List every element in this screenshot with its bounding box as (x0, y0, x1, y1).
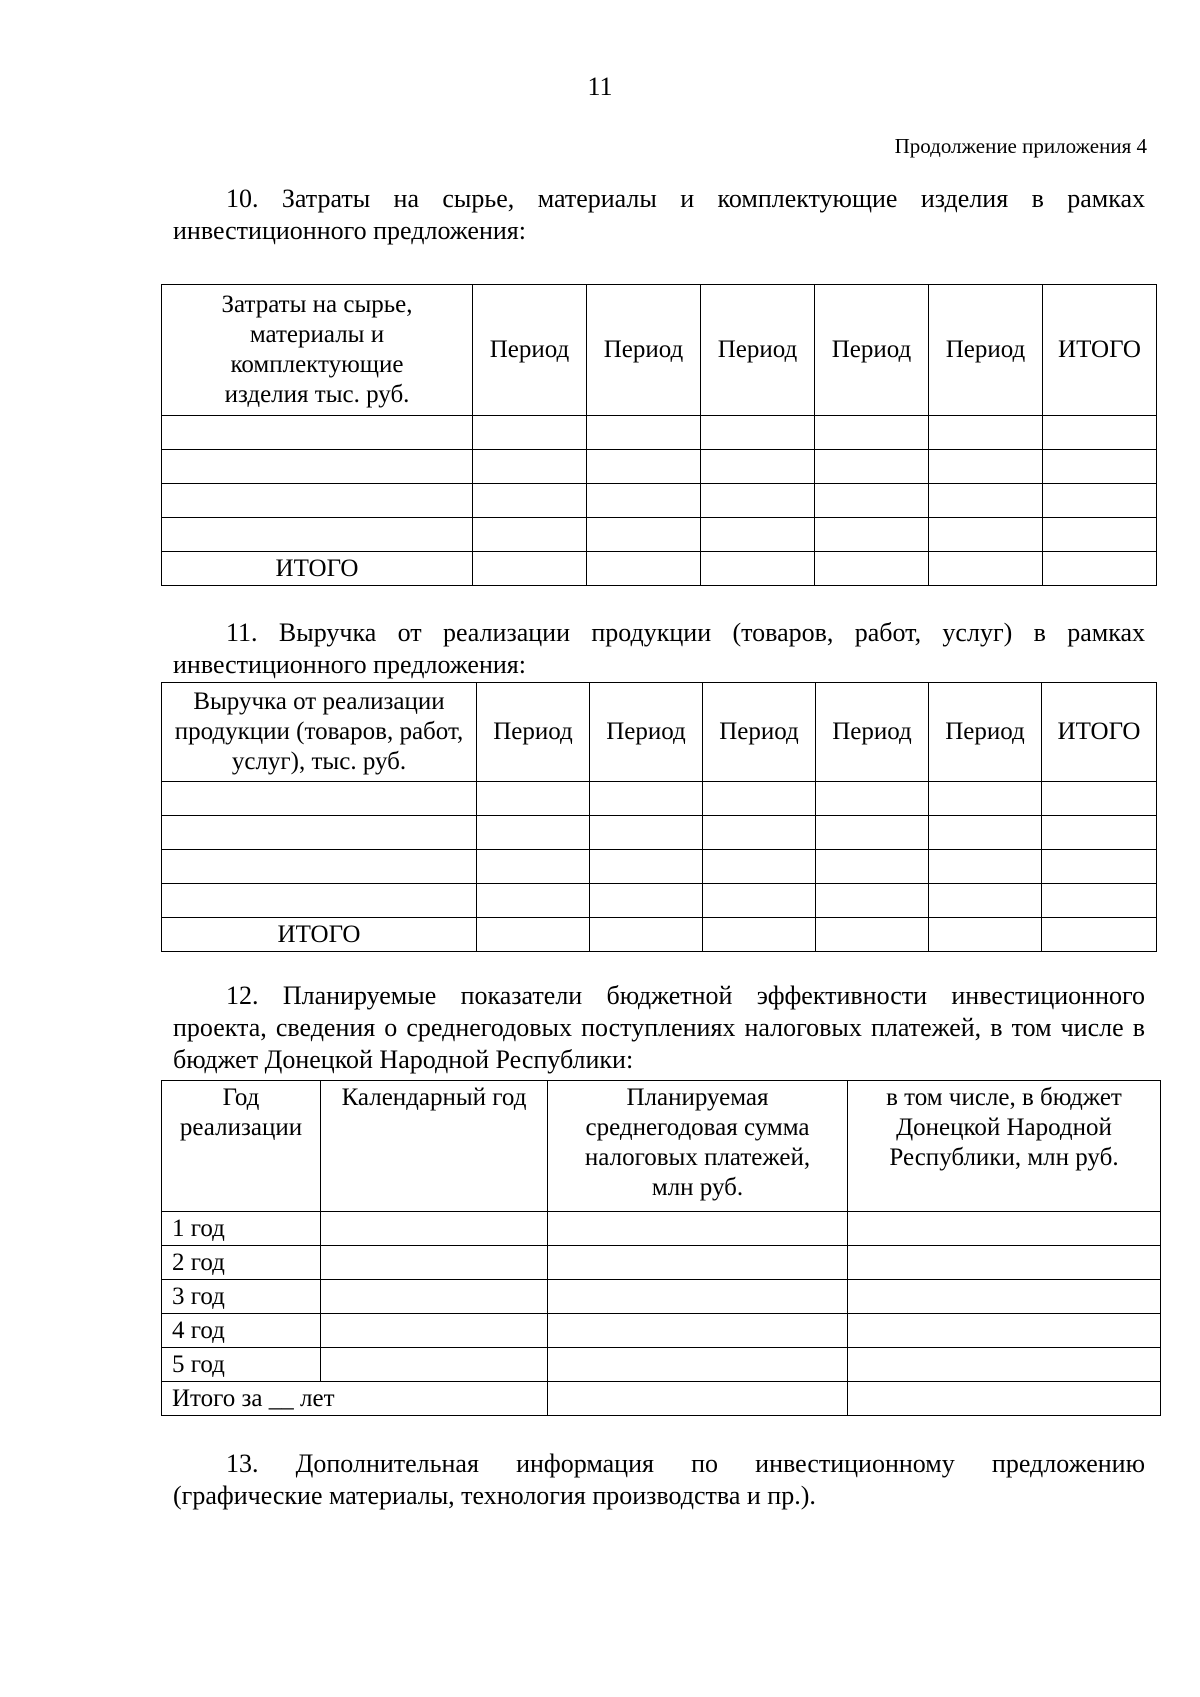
table-cell[interactable] (548, 1314, 848, 1348)
table-cell[interactable] (590, 850, 703, 884)
section-11-number: 11. (226, 618, 258, 647)
revenue-table (161, 682, 1157, 952)
section-12-number: 12. (226, 981, 259, 1010)
table-cell[interactable] (548, 1246, 848, 1280)
budget-efficiency-table (161, 1080, 1161, 1416)
table-cell[interactable] (929, 518, 1043, 552)
table-cell[interactable] (162, 484, 473, 518)
table-cell[interactable] (1042, 816, 1157, 850)
table-row (162, 1314, 1161, 1348)
table-cell[interactable] (848, 1212, 1161, 1246)
revenue-table-total-label: ИТОГО (162, 918, 477, 952)
table-cell[interactable] (587, 484, 701, 518)
table-cell[interactable] (477, 782, 590, 816)
table-cell[interactable] (703, 918, 816, 952)
table-cell[interactable] (816, 816, 929, 850)
table-cell[interactable] (162, 450, 473, 484)
table-cell[interactable] (162, 850, 477, 884)
table-cell[interactable] (929, 416, 1043, 450)
table-cell[interactable] (473, 518, 587, 552)
table-cell[interactable] (815, 518, 929, 552)
table-cell[interactable] (816, 850, 929, 884)
table-cell[interactable] (321, 1246, 548, 1280)
revenue-table-total-header: ИТОГО (1042, 683, 1157, 782)
table-cell[interactable] (548, 1348, 848, 1382)
year-label: 3 год (162, 1280, 321, 1314)
year-label: 4 год (162, 1314, 321, 1348)
table-cell[interactable] (477, 850, 590, 884)
revenue-table-period-header: Период (703, 683, 816, 782)
revenue-table-first-header: Выручка от реализации продукции (товаров, работ, услуг), тыс. руб. (162, 683, 477, 782)
table-cell[interactable] (701, 484, 815, 518)
table-row (162, 1280, 1161, 1314)
section-11-paragraph (173, 617, 1145, 681)
table-cell[interactable] (701, 416, 815, 450)
revenue-table-period-header: Период (929, 683, 1042, 782)
table-cell[interactable] (162, 518, 473, 552)
costs-table-period-header: Период (701, 285, 815, 416)
table-cell[interactable] (162, 884, 477, 918)
revenue-table-period-header: Период (816, 683, 929, 782)
table-cell[interactable] (701, 552, 815, 586)
costs-table-header-row (162, 285, 1157, 416)
table-row (162, 782, 1157, 816)
budget-table-header-planned-sum: Планируемая среднегодовая сумма налоговых платежей, млн руб. (548, 1081, 848, 1212)
table-cell[interactable] (816, 884, 929, 918)
table-row (162, 816, 1157, 850)
table-cell[interactable] (848, 1280, 1161, 1314)
table-cell[interactable] (929, 884, 1042, 918)
table-cell[interactable] (848, 1382, 1161, 1416)
table-row (162, 850, 1157, 884)
table-cell[interactable] (1043, 552, 1157, 586)
costs-table-period-header: Период (473, 285, 587, 416)
table-cell[interactable] (162, 816, 477, 850)
budget-table-total-label: Итого за __ лет (162, 1382, 548, 1416)
page-number: 11 (587, 72, 613, 101)
table-cell[interactable] (848, 1314, 1161, 1348)
table-cell[interactable] (929, 484, 1043, 518)
table-cell[interactable] (1043, 518, 1157, 552)
budget-table-header-year: Год реализации (162, 1081, 321, 1212)
table-cell[interactable] (703, 850, 816, 884)
costs-table-total-header: ИТОГО (1043, 285, 1157, 416)
table-cell[interactable] (1042, 918, 1157, 952)
table-cell[interactable] (703, 816, 816, 850)
section-10-number: 10. (226, 184, 259, 213)
costs-table-first-header: Затраты на сырье, материалы и комплектующие изделия тыс. руб. (162, 285, 473, 416)
costs-table-total-label: ИТОГО (162, 552, 473, 586)
section-12-paragraph (173, 980, 1145, 1076)
budget-table-total-row (162, 1382, 1161, 1416)
table-cell[interactable] (1042, 782, 1157, 816)
costs-table-period-header: Период (587, 285, 701, 416)
table-row (162, 1212, 1161, 1246)
table-cell[interactable] (929, 450, 1043, 484)
table-cell[interactable] (590, 816, 703, 850)
costs-table-period-header: Период (929, 285, 1043, 416)
year-label: 5 год (162, 1348, 321, 1382)
section-13-paragraph (173, 1448, 1145, 1512)
table-cell[interactable] (587, 552, 701, 586)
table-cell[interactable] (473, 416, 587, 450)
table-cell[interactable] (477, 816, 590, 850)
table-cell[interactable] (473, 484, 587, 518)
table-cell[interactable] (473, 450, 587, 484)
table-row (162, 884, 1157, 918)
table-cell[interactable] (701, 450, 815, 484)
budget-table-header-row (162, 1081, 1161, 1212)
costs-table-total-row (162, 552, 1157, 586)
table-cell[interactable] (816, 918, 929, 952)
table-cell[interactable] (815, 484, 929, 518)
table-cell[interactable] (1042, 884, 1157, 918)
revenue-table-period-header: Период (590, 683, 703, 782)
table-row (162, 450, 1157, 484)
table-cell[interactable] (929, 850, 1042, 884)
table-cell[interactable] (477, 884, 590, 918)
section-11-text: Выручка от реализации продукции (товаров, работ, услуг) в рамках инвестиционного предложения: (173, 618, 1146, 679)
section-13-text: Дополнительная информация по инвестиционному предложению (графические материалы, технология производства и пр.). (173, 1449, 1145, 1510)
table-cell[interactable] (703, 782, 816, 816)
table-cell[interactable] (703, 884, 816, 918)
section-12-text: Планируемые показатели бюджетной эффективности инвестиционного проекта, сведения о среднегодовых поступлениях налоговых платежей, в том числе в бюджет Донецкой Народной Республики: (173, 981, 1146, 1074)
table-cell[interactable] (848, 1246, 1161, 1280)
costs-table-period-header: Период (815, 285, 929, 416)
table-cell[interactable] (321, 1280, 548, 1314)
table-cell[interactable] (1042, 850, 1157, 884)
table-cell[interactable] (587, 416, 701, 450)
table-cell[interactable] (590, 918, 703, 952)
table-row (162, 518, 1157, 552)
revenue-table-period-header: Период (477, 683, 590, 782)
table-cell[interactable] (548, 1382, 848, 1416)
table-cell[interactable] (590, 884, 703, 918)
section-10-text: Затраты на сырье, материалы и комплектующие изделия в рамках инвестиционного предложения: (173, 184, 1146, 245)
table-cell[interactable] (815, 416, 929, 450)
table-cell[interactable] (1043, 450, 1157, 484)
table-cell[interactable] (590, 782, 703, 816)
table-cell[interactable] (929, 782, 1042, 816)
year-label: 2 год (162, 1246, 321, 1280)
table-cell[interactable] (548, 1280, 848, 1314)
table-cell[interactable] (929, 816, 1042, 850)
table-cell[interactable] (473, 552, 587, 586)
section-10-paragraph (173, 183, 1145, 247)
table-cell[interactable] (321, 1348, 548, 1382)
costs-table (161, 284, 1157, 586)
table-cell[interactable] (1043, 484, 1157, 518)
table-cell[interactable] (321, 1212, 548, 1246)
table-cell[interactable] (321, 1314, 548, 1348)
budget-table-header-dnr-budget: в том числе, в бюджет Донецкой Народной Республики, млн руб. (848, 1081, 1161, 1212)
table-cell[interactable] (701, 518, 815, 552)
table-row (162, 416, 1157, 450)
table-cell[interactable] (477, 918, 590, 952)
revenue-table-total-row (162, 918, 1157, 952)
table-cell[interactable] (816, 782, 929, 816)
year-label: 1 год (162, 1212, 321, 1246)
revenue-table-header-row (162, 683, 1157, 782)
table-row (162, 484, 1157, 518)
budget-table-header-calendar-year: Календарный год (321, 1081, 548, 1212)
appendix-label: Продолжение приложения 4 (894, 134, 1147, 158)
section-13-number: 13. (226, 1449, 259, 1478)
table-row (162, 1246, 1161, 1280)
table-cell[interactable] (929, 918, 1042, 952)
table-cell[interactable] (162, 782, 477, 816)
table-cell[interactable] (848, 1348, 1161, 1382)
table-cell[interactable] (587, 450, 701, 484)
table-cell[interactable] (162, 416, 473, 450)
table-cell[interactable] (815, 450, 929, 484)
table-cell[interactable] (929, 552, 1043, 586)
table-row (162, 1348, 1161, 1382)
table-cell[interactable] (1043, 416, 1157, 450)
table-cell[interactable] (548, 1212, 848, 1246)
table-cell[interactable] (587, 518, 701, 552)
table-cell[interactable] (815, 552, 929, 586)
